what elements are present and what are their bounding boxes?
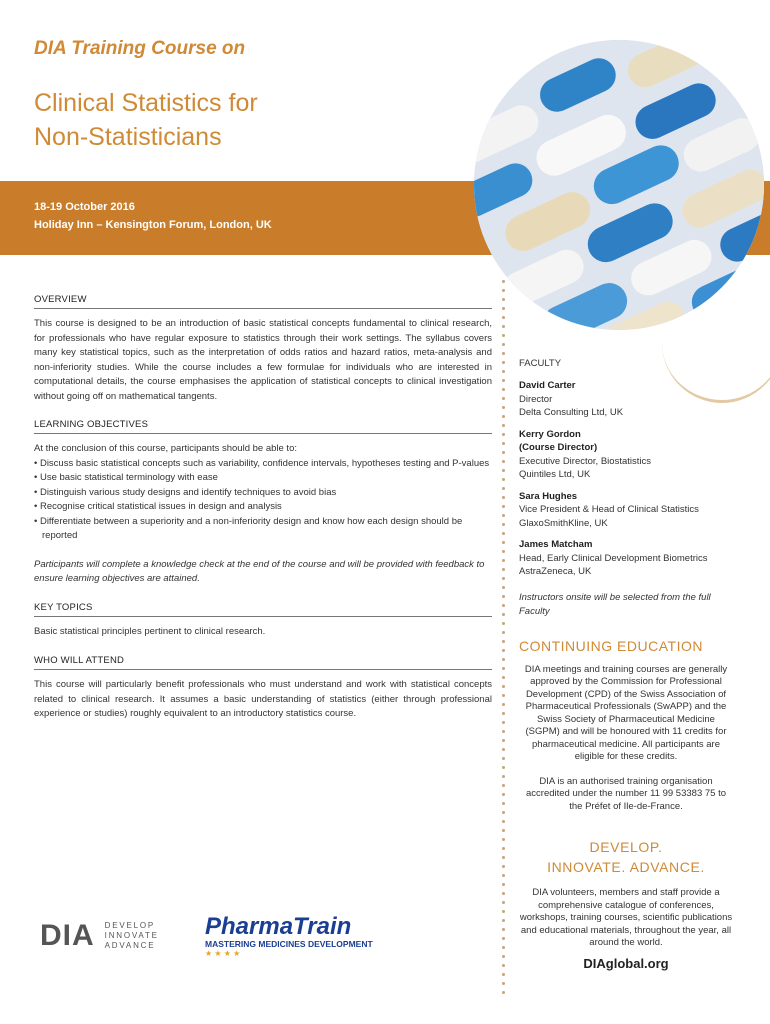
tagline-text: DIA volunteers, members and staff provide a comprehensive catalogue of conferences, workshops, training courses, scientific publications and educational materials, throughout the year, all around the world. [519,887,733,948]
dotted-divider [502,280,506,1000]
divider-dot [502,514,505,517]
pharmatrain-logo-text: PharmaTrain [205,913,352,940]
stars-icon: ★ ★ ★ ★ [205,949,241,958]
divider-dot [502,370,505,373]
divider-dot [502,622,505,625]
divider-dot [502,856,505,859]
pills-illustration [474,40,764,330]
faculty-member [519,490,749,531]
divider-dot [502,955,505,958]
divider-dot [502,487,505,490]
divider-dot [502,658,505,661]
divider-dot [502,505,505,508]
faculty-org: Delta Consulting Ltd, UK [519,407,624,418]
divider-dot [502,604,505,607]
website-link[interactable]: DIAglobal.org [583,955,669,971]
divider-dot [502,325,505,328]
faculty-title: Director [519,393,553,405]
divider-dot [502,712,505,715]
dia-tag-innovate: INNOVATE [104,931,159,940]
divider-dot [502,406,505,409]
list-item: • Discuss basic statistical concepts such as variability, confidence intervals, hypotheses testing and P-values [34,457,490,469]
divider-dot [502,550,505,553]
divider-dot [502,820,505,823]
faculty-org: AstraZeneca, UK [519,566,592,577]
divider-dot [502,721,505,724]
pharmatrain-logo [205,913,373,958]
faculty-member [519,538,749,579]
tagline-line1: DEVELOP. [589,839,663,855]
divider-dot [502,307,505,310]
divider-dot [502,802,505,805]
divider-dot [502,793,505,796]
list-item: • Differentiate between a superiority and a non-inferiority design and know how each design should be reported [34,515,463,541]
objectives-note: Participants will complete a knowledge check at the end of the course and will be provided with feedback to ensure learning objectives are attained. [34,558,485,584]
objectives-heading: LEARNING OBJECTIVES [34,419,492,434]
faculty-name: Sara Hughes [519,490,578,502]
divider-dot [502,676,505,679]
faculty-member [519,428,749,482]
course-date: 18-19 October 2016 [34,201,135,213]
faculty-member [519,379,749,420]
divider-dot [502,730,505,733]
divider-dot [502,631,505,634]
list-item: • Use basic statistical terminology with ease [34,472,218,483]
faculty-name: James Matcham [519,539,593,550]
divider-dot [502,343,505,346]
divider-dot [502,874,505,877]
divider-dot [502,991,505,994]
divider-dot [502,748,505,751]
divider-dot [502,280,505,283]
divider-dot [502,361,505,364]
divider-dot [502,919,505,922]
objectives-list [34,457,492,544]
divider-dot [502,460,505,463]
ce-text: DIA meetings and training courses are generally approved by the Commission for Professional Development (CPD) of the Swiss Association of Pharmaceutical Professionals (SwAPP) and the Swiss Society of Pharmaceutical Medicine (SGPM) and will be honoured with 11 credits for pharmaceutical medicine. All participants are eligible for these credits. [524,663,728,762]
divider-dot [502,685,505,688]
divider-dot [502,496,505,499]
divider-dot [502,937,505,940]
divider-dot [502,910,505,913]
attend-text: This course will particularly benefit professionals who must understand and work with statistical concepts related to clinical research. It assumes a basic understanding of statistics (either through professional experience or studies) roughly equivalent to an introductory statistics course. [34,679,492,719]
overview-heading: OVERVIEW [34,294,492,309]
divider-dot [502,667,505,670]
overview-text: This course is designed to be an introduction of basic statistical concepts fundamental to clinical research, for professionals who have regular exposure to statistics through their work settings. The syllabus covers many key statistical topics, such as the interpretation of odds ratios and hazard ratios, meta-analysis and non-inferiority studies. While the course includes a few formulae for individuals who are interested in computational details, the course emphasises the application of statistical concepts to clinical investigation without going off on mathematical tangents. [34,318,492,402]
faculty-name: David Carter [519,380,576,391]
list-item: • Distinguish various study designs and identify techniques to avoid bias [34,486,337,498]
divider-dot [502,847,505,850]
divider-dot [502,613,505,616]
divider-dot [502,289,505,292]
key-topics-heading: KEY TOPICS [34,602,492,617]
faculty-role: (Course Director) [519,442,598,453]
attend-heading: WHO WILL ATTEND [34,655,492,670]
divider-dot [502,379,505,382]
faculty-org: GlaxoSmithKline, UK [519,517,608,529]
faculty-org: Quintiles Ltd, UK [519,469,591,480]
faculty-note: Instructors onsite will be selected from the full Faculty [519,591,711,617]
faculty-name: Kerry Gordon [519,428,581,440]
divider-dot [502,982,505,985]
divider-dot [502,424,505,427]
course-title [34,86,414,154]
divider-dot [502,415,505,418]
divider-dot [502,784,505,787]
divider-dot [502,316,505,319]
divider-dot [502,595,505,598]
divider-dot [502,964,505,967]
dia-tag-advance: ADVANCE [104,941,156,950]
course-title-line2: Non-Statisticians [34,123,222,151]
dia-logo-tagline [105,921,159,951]
pills-photo [474,40,764,330]
divider-dot [502,892,505,895]
ce-accreditation: DIA is an authorised training organisation accredited under the number 11 99 53383 75 to the Préfet of Ile-de-France. [526,775,726,812]
divider-dot [502,523,505,526]
side-column [519,358,749,971]
course-venue: Holiday Inn – Kensington Forum, London, UK [34,219,272,231]
faculty-title: Vice President & Head of Clinical Statistics [519,504,699,515]
divider-dot [502,298,505,301]
pharmatrain-tagline: MASTERING MEDICINES DEVELOPMENT [205,939,373,949]
course-subtitle: DIA Training Course on [34,38,246,59]
ce-heading: CONTINUING EDUCATION [519,637,703,654]
faculty-title: Head, Early Clinical Development Biometrics [519,552,708,564]
divider-dot [502,451,505,454]
divider-dot [502,766,505,769]
main-column [34,294,492,722]
divider-dot [502,739,505,742]
divider-dot [502,532,505,535]
divider-dot [502,973,505,976]
divider-dot [502,811,505,814]
faculty-heading: FACULTY [519,358,562,369]
divider-dot [502,829,505,832]
divider-dot [502,334,505,337]
divider-dot [502,577,505,580]
divider-dot [502,469,505,472]
dia-tag-develop: DEVELOP [104,921,156,930]
faculty-title: Executive Director, Biostatistics [519,455,651,467]
divider-dot [502,568,505,571]
divider-dot [502,352,505,355]
dia-logo [40,919,159,953]
list-item: • Recognise critical statistical issues in design and analysis [34,501,282,512]
objectives-intro: At the conclusion of this course, participants should be able to: [34,443,297,454]
key-topics-text: Basic statistical principles pertinent to clinical research. [34,625,266,637]
divider-dot [502,433,505,436]
divider-dot [502,478,505,481]
divider-dot [502,901,505,904]
divider-dot [502,694,505,697]
tagline-line2: INNOVATE. ADVANCE. [547,859,705,875]
course-title-line1: Clinical Statistics for [34,89,258,117]
divider-dot [502,442,505,445]
divider-dot [502,928,505,931]
divider-dot [502,946,505,949]
divider-dot [502,586,505,589]
divider-dot [502,649,505,652]
divider-dot [502,865,505,868]
divider-dot [502,775,505,778]
divider-dot [502,883,505,886]
divider-dot [502,388,505,391]
divider-dot [502,541,505,544]
divider-dot [502,838,505,841]
divider-dot [502,703,505,706]
divider-dot [502,397,505,400]
divider-dot [502,640,505,643]
divider-dot [502,559,505,562]
dia-logo-text: DIA [40,919,95,952]
divider-dot [502,757,505,760]
